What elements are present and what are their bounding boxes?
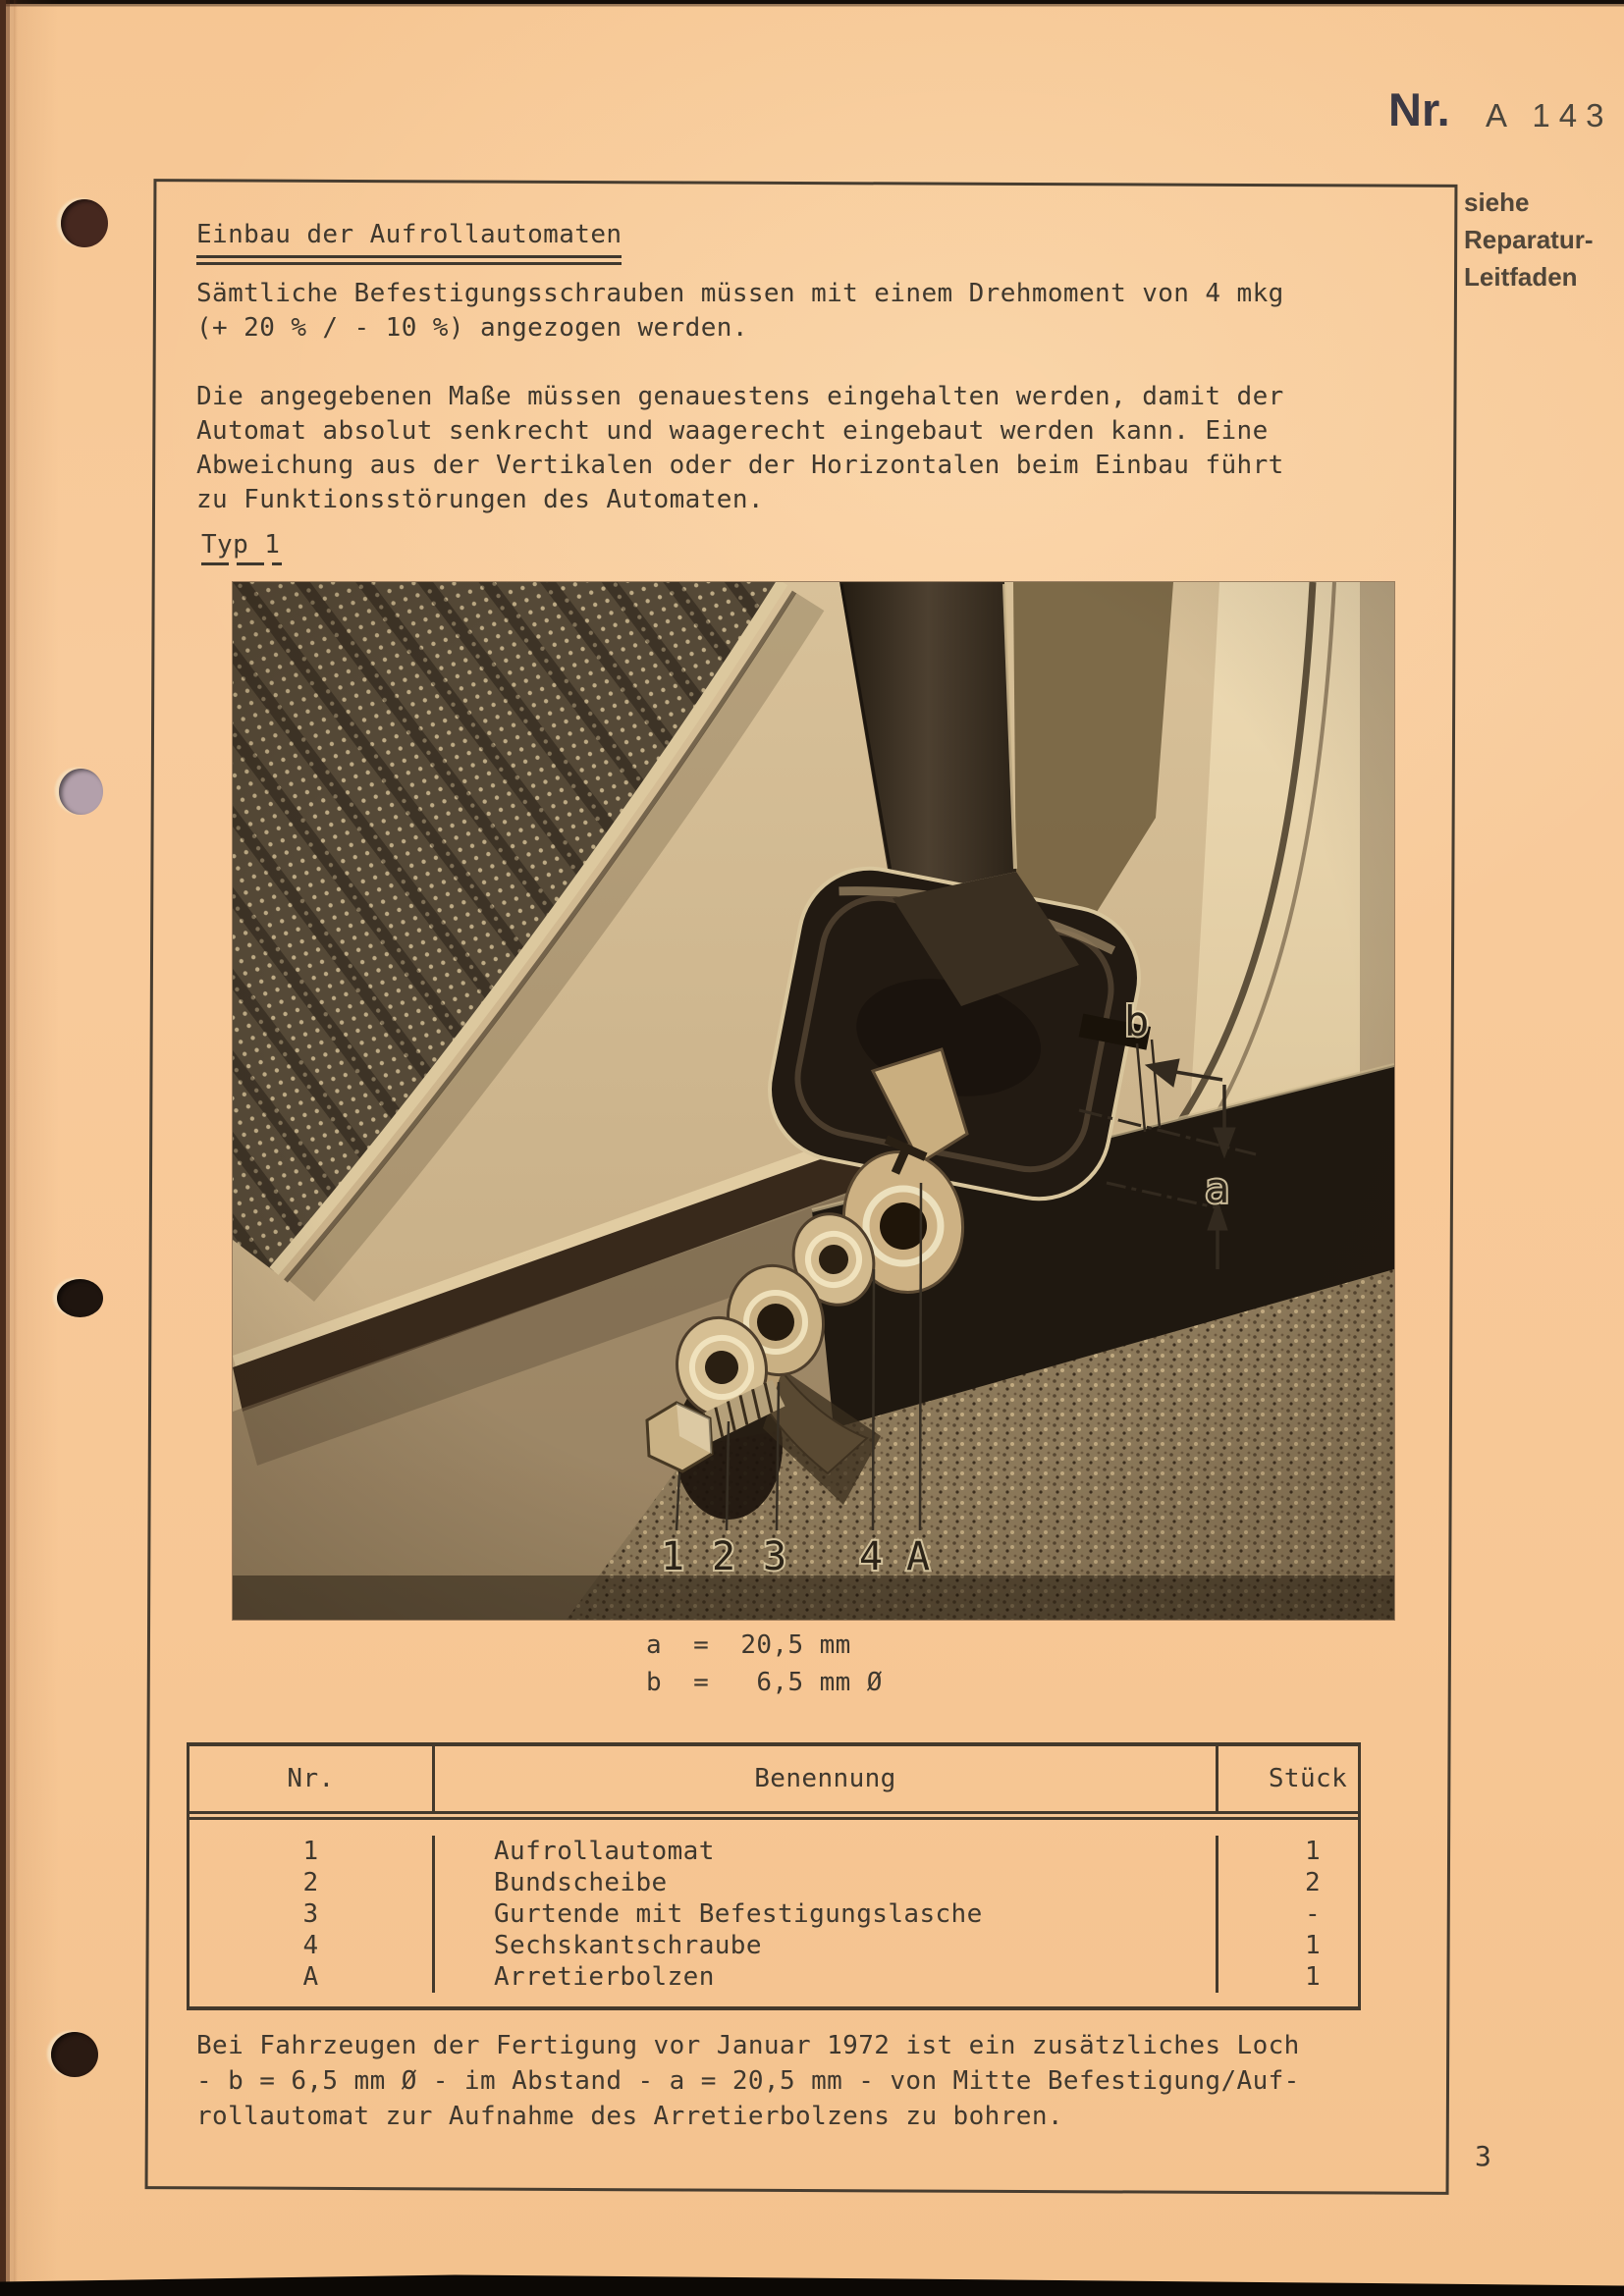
caption-line-a: a = 20,5 mm (646, 1630, 851, 1660)
table-row (189, 1930, 1358, 1961)
cell-nr: 1 (302, 1837, 319, 1866)
text-line: zu Funktionsstörungen des Automaten. (196, 485, 764, 514)
doc-number-label: Nr. (1388, 83, 1450, 135)
scan-left-shadow (14, 0, 59, 2296)
paragraph-alignment (196, 380, 1284, 517)
page-title: Einbau der Aufrollautomaten (196, 220, 622, 258)
caption-line-b: b = 6,5 mm Ø (646, 1668, 883, 1697)
header-benennung: Benennung (432, 1746, 1216, 1811)
side-note-line: Reparatur- (1464, 225, 1594, 254)
photo-caption (646, 1627, 883, 1701)
text-line: - b = 6,5 mm Ø - im Abstand - a = 20,5 mm - von Mitte Befestigung/Auf- (196, 2066, 1300, 2096)
table-row (189, 1898, 1358, 1930)
cell-qty: 1 (1216, 1961, 1358, 1993)
header-nr: Nr. (287, 1764, 335, 1793)
cell-qty: 1 (1216, 1836, 1358, 1867)
text-line: Die angegebenen Maße müssen genauestens eingehalten werden, damit der (196, 382, 1284, 411)
cell-qty: 1 (1216, 1930, 1358, 1961)
cell-name: Sechskantschraube (432, 1930, 1216, 1961)
parts-table (187, 1742, 1361, 2010)
scan-bottom-edge (0, 2271, 1624, 2296)
punch-hole (51, 2032, 98, 2077)
table-header-row (189, 1746, 1358, 1814)
cell-name: Gurtende mit Befestigungslasche (432, 1898, 1216, 1930)
table-body (189, 1814, 1358, 2006)
text-line: Bei Fahrzeugen der Fertigung vor Januar 1972 ist ein zusätzliches Loch (196, 2031, 1300, 2060)
side-note-line: Leitfaden (1464, 262, 1578, 292)
photo-illustration (233, 582, 1394, 1620)
punch-hole (61, 199, 108, 247)
cell-nr: 4 (302, 1931, 319, 1960)
cell-name: Aufrollautomat (432, 1836, 1216, 1867)
text-line: (+ 20 % / - 10 %) angezogen werden. (196, 313, 748, 343)
cell-nr: 3 (302, 1899, 319, 1929)
scan-top-edge (0, 0, 1624, 7)
doc-number-value: A 143 (1486, 97, 1613, 133)
table-row (189, 1836, 1358, 1867)
table-row (189, 1961, 1358, 1993)
cell-nr: A (302, 1962, 319, 1992)
cell-qty: - (1216, 1898, 1358, 1930)
photo-vignette (233, 582, 1394, 1620)
text-line: Abweichung aus der Vertikalen oder der Horizontalen beim Einbau führt (196, 451, 1284, 480)
cell-qty: 2 (1216, 1867, 1358, 1898)
punch-hole (59, 769, 103, 815)
photo-bottom-shadow (233, 1575, 1394, 1620)
footer-note (196, 2028, 1300, 2134)
text-line: Automat absolut senkrecht und waagerecht eingebaut werden kann. Eine (196, 416, 1269, 446)
cell-name: Arretierbolzen (432, 1961, 1216, 1993)
page-number: 3 (1475, 2140, 1492, 2172)
side-note (1464, 184, 1624, 295)
text-line: Sämtliche Befestigungsschrauben müssen mit einem Drehmoment von 4 mkg (196, 279, 1284, 308)
cell-name: Bundscheibe (432, 1867, 1216, 1898)
table-row (189, 1867, 1358, 1898)
punch-hole (57, 1279, 103, 1317)
installation-photo (233, 582, 1394, 1620)
paragraph-torque (196, 277, 1284, 346)
type-heading: Typ 1 (201, 530, 280, 565)
side-note-line: siehe (1464, 187, 1530, 217)
header-stueck: Stück (1216, 1746, 1358, 1811)
text-line: rollautomat zur Aufnahme des Arretierbolzens zu bohren. (196, 2102, 1063, 2131)
cell-nr: 2 (302, 1868, 319, 1897)
